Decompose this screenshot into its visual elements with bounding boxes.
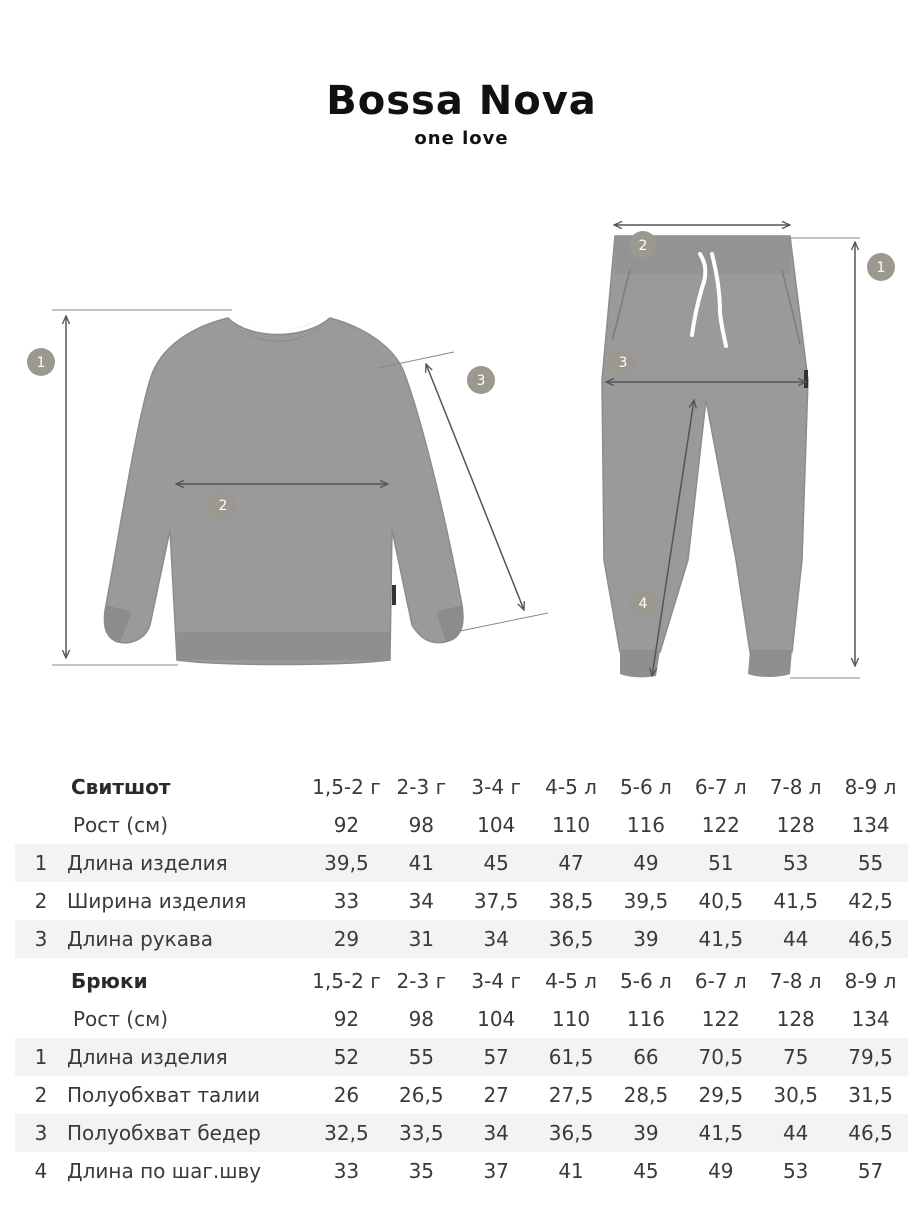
value-cell: 51 <box>683 844 758 882</box>
badge-label: 2 <box>218 498 228 514</box>
table-row <box>15 1114 908 1152</box>
value-cell: 57 <box>857 1159 884 1183</box>
height-cell: 110 <box>551 1007 591 1031</box>
sweatshirt-hem <box>177 632 390 660</box>
height-cell: 98 <box>408 1007 435 1031</box>
height-cell: 92 <box>333 813 360 837</box>
badge-sweatshirt-1 <box>27 348 55 376</box>
size-cell: 4-5 л <box>545 775 597 799</box>
pants-tag <box>804 370 808 388</box>
sweatshirt-header-row <box>15 768 908 806</box>
height-cell: 98 <box>408 813 435 837</box>
height-cell: 116 <box>626 1007 666 1031</box>
badge-label: 2 <box>638 238 648 254</box>
value-cell: 31,5 <box>848 1083 893 1107</box>
badge-pants-2 <box>629 231 657 259</box>
value-cell: 44 <box>758 1114 833 1152</box>
table-row <box>15 882 908 920</box>
badge-label: 1 <box>876 260 886 276</box>
row-label: Длина изделия <box>67 1038 309 1076</box>
size-cell: 7-8 л <box>769 775 822 799</box>
value-cell: 26 <box>333 1083 360 1107</box>
size-cell: 2-3 г <box>396 969 447 993</box>
size-cell: 3-4 г <box>471 775 521 799</box>
height-cell: 128 <box>776 1007 815 1031</box>
row-label: Ширина изделия <box>67 889 247 913</box>
value-cell: 27 <box>483 1083 509 1107</box>
height-cell: 134 <box>851 1007 890 1031</box>
value-cell: 46,5 <box>833 920 908 958</box>
badge-label: 3 <box>476 373 486 389</box>
size-cell: 1,5-2 г <box>312 775 381 799</box>
sweatshirt-title: Свитшот <box>71 775 171 799</box>
value-cell: 41,5 <box>773 889 818 913</box>
badge-label: 4 <box>638 596 648 612</box>
row-label: Длина изделия <box>67 844 309 882</box>
brand-tagline: one love <box>414 128 509 149</box>
table-row <box>15 844 908 882</box>
height-label: Рост (см) <box>73 1007 168 1031</box>
height-cell: 128 <box>776 813 815 837</box>
value-cell: 39,5 <box>623 889 669 913</box>
value-cell: 49 <box>609 844 684 882</box>
value-cell: 46,5 <box>833 1114 908 1152</box>
value-cell: 79,5 <box>833 1038 908 1076</box>
size-chart-table <box>15 768 908 1190</box>
value-cell: 38,5 <box>548 889 594 913</box>
sweatshirt-tag <box>392 585 396 605</box>
pants-cuff-right <box>748 650 792 677</box>
value-cell: 34 <box>408 889 435 913</box>
size-cell: 5-6 л <box>620 969 672 993</box>
pants-header-row <box>15 962 908 1000</box>
badge-label: 3 <box>618 355 628 371</box>
value-cell: 29,5 <box>698 1083 744 1107</box>
value-cell: 30,5 <box>773 1083 818 1107</box>
row-index: 2 <box>34 889 48 913</box>
value-cell: 39 <box>609 920 684 958</box>
size-cell: 8-9 л <box>844 775 897 799</box>
badge-sweatshirt-3 <box>467 366 495 394</box>
value-cell: 75 <box>758 1038 833 1076</box>
row-label: Полуобхват бедер <box>67 1114 309 1152</box>
value-cell: 27,5 <box>548 1083 594 1107</box>
value-cell: 29 <box>309 920 384 958</box>
badge-label: 1 <box>36 355 46 371</box>
height-cell: 110 <box>551 813 591 837</box>
height-cell: 104 <box>477 813 516 837</box>
pants-height-row <box>15 1000 908 1038</box>
value-cell: 41 <box>558 1159 584 1183</box>
value-cell: 42,5 <box>848 889 893 913</box>
value-cell: 36,5 <box>534 920 609 958</box>
table-row <box>15 1076 908 1114</box>
value-cell: 61,5 <box>534 1038 609 1076</box>
value-cell: 33,5 <box>384 1114 459 1152</box>
value-cell: 37,5 <box>473 889 519 913</box>
value-cell: 53 <box>782 1159 809 1183</box>
row-label: Длина по шаг.шву <box>67 1159 262 1183</box>
size-cell: 6-7 л <box>694 969 747 993</box>
table-row <box>15 1152 908 1190</box>
value-cell: 34 <box>459 1114 534 1152</box>
value-cell: 33 <box>333 1159 360 1183</box>
sweatshirt-figure <box>104 318 463 665</box>
value-cell: 55 <box>833 844 908 882</box>
badge-pants-4 <box>629 589 657 617</box>
row-index: 1 <box>15 1038 67 1076</box>
value-cell: 49 <box>708 1159 734 1183</box>
badge-pants-3 <box>609 348 637 376</box>
sweatshirt-height-row <box>15 806 908 844</box>
value-cell: 35 <box>408 1159 435 1183</box>
value-cell: 41,5 <box>683 1114 758 1152</box>
row-index: 3 <box>15 1114 67 1152</box>
height-cell: 134 <box>851 813 890 837</box>
row-index: 3 <box>15 920 67 958</box>
height-cell: 92 <box>333 1007 360 1031</box>
sweatshirt-body <box>104 318 463 665</box>
value-cell: 39,5 <box>309 844 384 882</box>
value-cell: 33 <box>333 889 360 913</box>
value-cell: 41 <box>384 844 459 882</box>
row-label: Полуобхват талии <box>67 1083 261 1107</box>
brand-name: Bossa Nova <box>326 78 597 124</box>
badge-pants-1 <box>867 253 895 281</box>
value-cell: 32,5 <box>309 1114 384 1152</box>
value-cell: 31 <box>384 920 459 958</box>
size-cell: 4-5 л <box>545 969 597 993</box>
value-cell: 45 <box>633 1159 659 1183</box>
value-cell: 47 <box>534 844 609 882</box>
pants-title: Брюки <box>71 969 148 993</box>
size-cell: 1,5-2 г <box>312 969 381 993</box>
value-cell: 37 <box>483 1159 509 1183</box>
table-row <box>15 1038 908 1076</box>
size-cell: 7-8 л <box>769 969 822 993</box>
height-cell: 122 <box>701 813 740 837</box>
value-cell: 34 <box>459 920 534 958</box>
size-cell: 8-9 л <box>844 969 897 993</box>
pants-body <box>602 236 808 652</box>
size-cell: 5-6 л <box>620 775 672 799</box>
value-cell: 41,5 <box>683 920 758 958</box>
sweatshirt-collar-inner <box>236 318 322 330</box>
value-cell: 40,5 <box>698 889 744 913</box>
value-cell: 26,5 <box>399 1083 444 1107</box>
badge-sweatshirt-2 <box>209 491 237 519</box>
value-cell: 57 <box>459 1038 534 1076</box>
value-cell: 52 <box>309 1038 384 1076</box>
size-cell: 6-7 л <box>694 775 747 799</box>
table-row <box>15 920 908 958</box>
row-index: 2 <box>34 1083 48 1107</box>
height-cell: 104 <box>477 1007 516 1031</box>
size-cell: 2-3 г <box>396 775 447 799</box>
height-cell: 122 <box>701 1007 740 1031</box>
value-cell: 44 <box>758 920 833 958</box>
height-cell: 116 <box>626 813 666 837</box>
value-cell: 70,5 <box>683 1038 758 1076</box>
value-cell: 53 <box>758 844 833 882</box>
value-cell: 36,5 <box>534 1114 609 1152</box>
size-cell: 3-4 г <box>471 969 521 993</box>
value-cell: 45 <box>459 844 534 882</box>
row-index: 1 <box>15 844 67 882</box>
row-index: 4 <box>34 1159 48 1183</box>
height-label: Рост (см) <box>73 813 168 837</box>
row-label: Длина рукава <box>67 920 309 958</box>
value-cell: 55 <box>384 1038 459 1076</box>
value-cell: 66 <box>609 1038 684 1076</box>
value-cell: 39 <box>609 1114 684 1152</box>
value-cell: 28,5 <box>623 1083 669 1107</box>
